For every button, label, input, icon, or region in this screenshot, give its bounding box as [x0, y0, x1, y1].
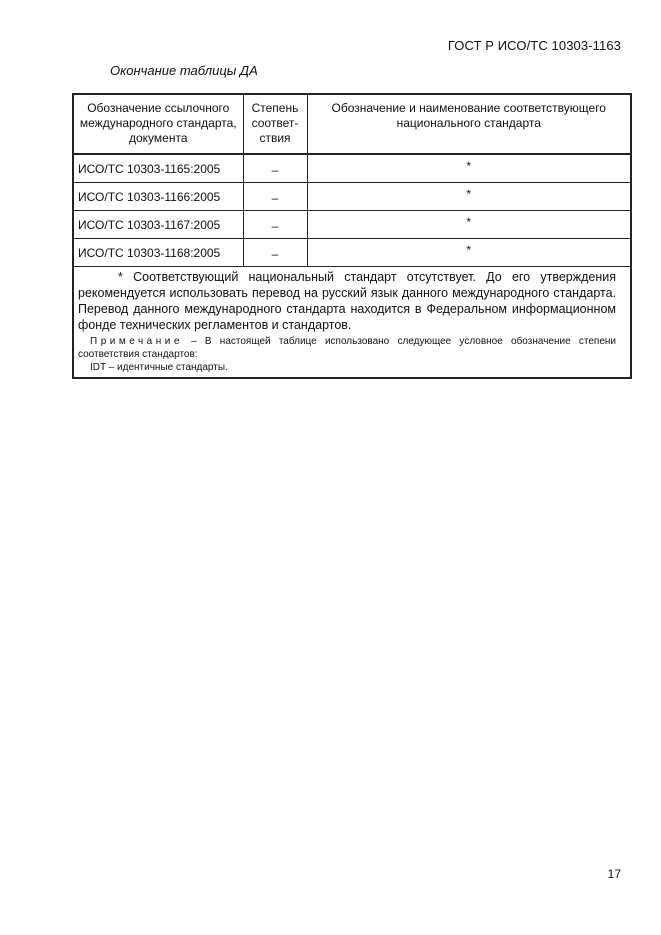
table-row — [73, 154, 631, 182]
table-caption: Окончание таблицы ДА — [110, 63, 258, 78]
table-row — [73, 210, 631, 238]
note-label: Примечание — [90, 335, 183, 347]
degree-cell: – — [243, 210, 307, 238]
degree-cell: – — [243, 154, 307, 182]
document-code: ГОСТ Р ИСО/ТС 10303-1163 — [447, 38, 621, 53]
table-note — [78, 335, 616, 361]
national-standard-cell: * — [307, 182, 631, 210]
ref-standard-cell: ИСО/ТС 10303-1167:2005 — [73, 210, 243, 238]
header-degree: Степень соответ-ствия — [243, 94, 307, 154]
correspondence-table — [72, 93, 632, 379]
ref-standard-cell: ИСО/ТС 10303-1166:2005 — [73, 182, 243, 210]
ref-standard-cell: ИСО/ТС 10303-1168:2005 — [73, 238, 243, 266]
header-national-standard: Обозначение и наименование соответствующего национального стандарта — [307, 94, 631, 154]
table-header-row — [73, 94, 631, 154]
note-text: – В настоящей таблице использовано следующее условное обозначение степени соответствия стандартов: — [78, 335, 616, 360]
note-idt-definition: IDT – идентичные стандарты. — [90, 361, 228, 373]
table-row — [73, 182, 631, 210]
ref-standard-cell: ИСО/ТС 10303-1165:2005 — [73, 154, 243, 182]
table-notes-cell — [73, 266, 631, 378]
national-standard-cell: * — [307, 154, 631, 182]
degree-cell: – — [243, 182, 307, 210]
page-number: 17 — [607, 867, 621, 881]
header-ref-standard: Обозначение ссылочного международного стандарта, документа — [73, 94, 243, 154]
table-footnote: * Соответствующий национальный стандарт отсутствует. До его утверждения рекомендуется использовать перевод на русский язык данного международного стандарта. Перевод данного международного стандарта находится в Федеральном информационном фонде технических регламентов и стандартов. — [78, 269, 616, 332]
national-standard-cell: * — [307, 238, 631, 266]
degree-cell: – — [243, 238, 307, 266]
table-row — [73, 238, 631, 266]
national-standard-cell: * — [307, 210, 631, 238]
table-notes-row — [73, 266, 631, 378]
